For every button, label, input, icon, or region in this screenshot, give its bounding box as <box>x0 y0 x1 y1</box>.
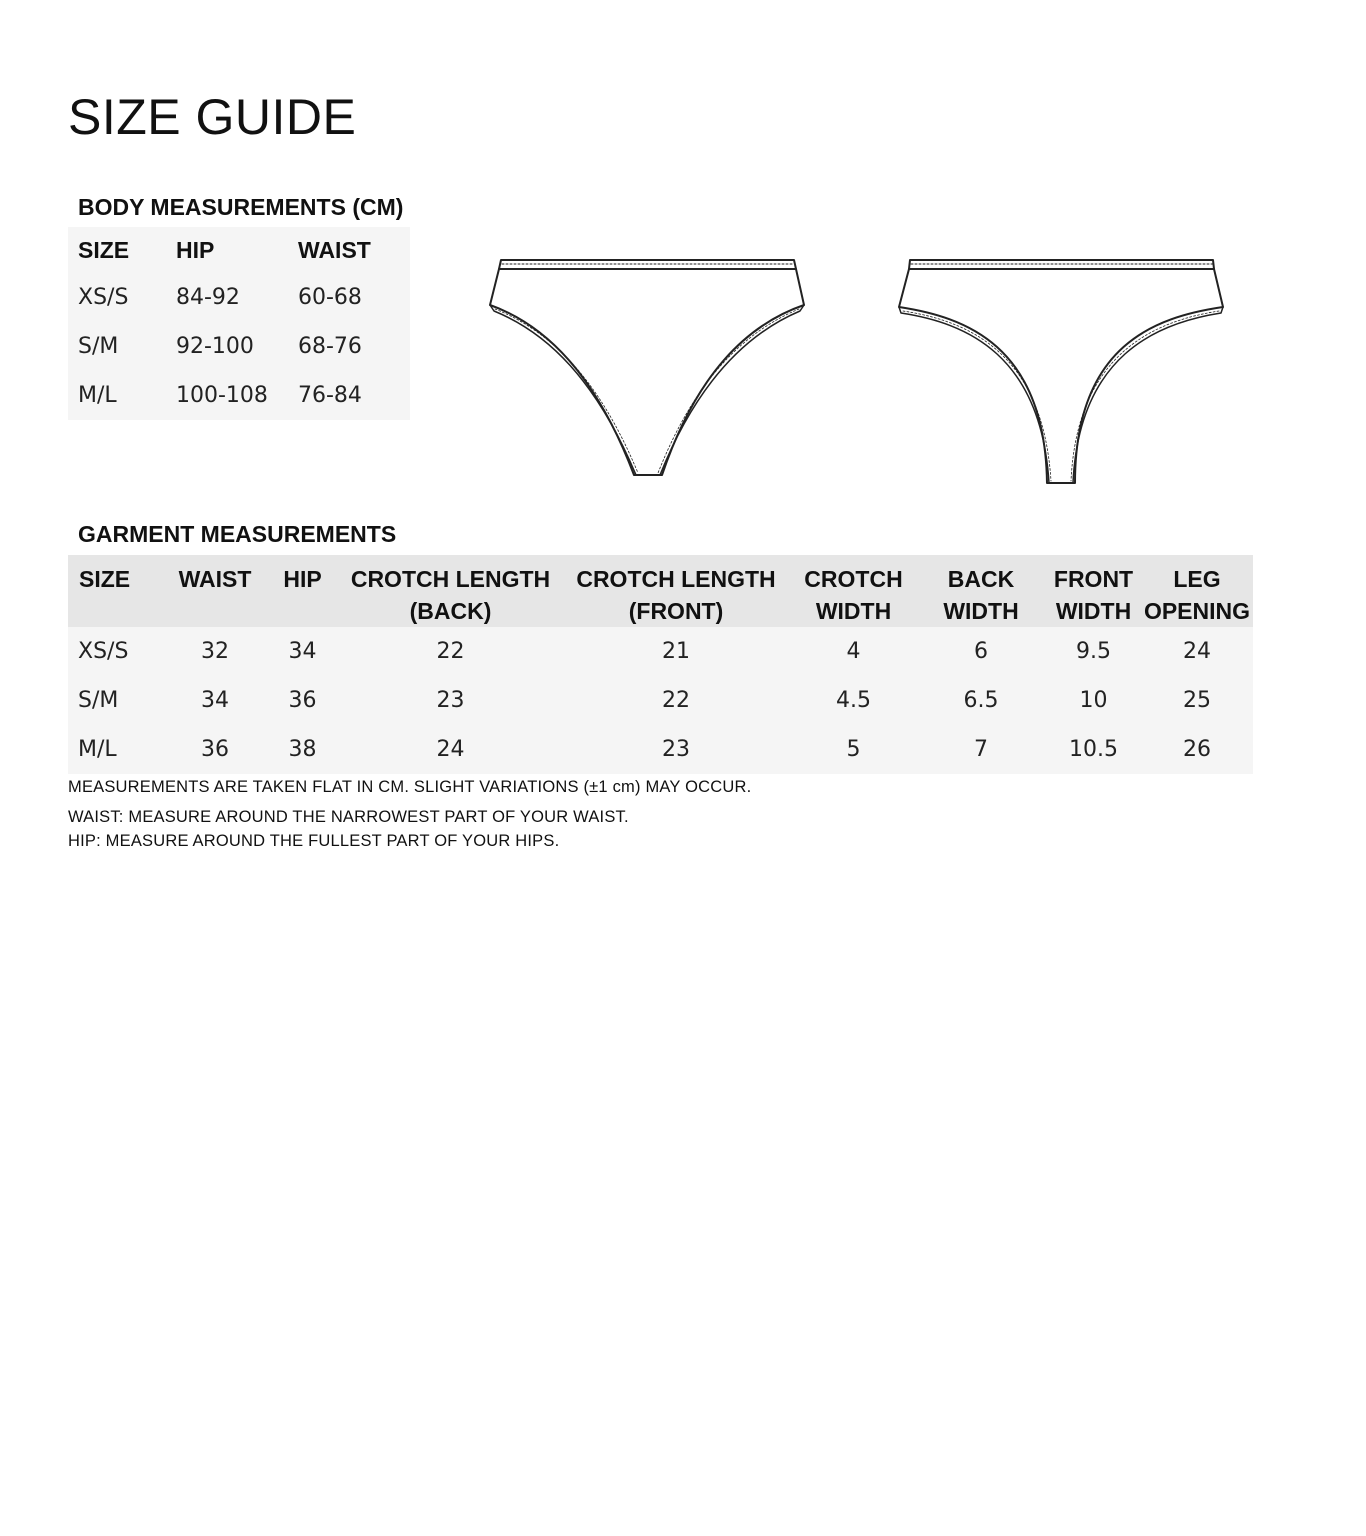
table-cell: 22 <box>436 639 465 664</box>
table-cell: 25 <box>1183 688 1211 713</box>
table-header-row <box>68 227 410 273</box>
thong-front-view-illustration <box>486 255 808 480</box>
table-cell: M/L <box>78 737 117 762</box>
table-cell: 32 <box>201 639 229 664</box>
column-header: CROTCH LENGTH (FRONT) <box>576 566 776 624</box>
hip-note: HIP: MEASURE AROUND THE FULLEST PART OF YOUR HIPS. <box>68 832 560 850</box>
table-cell: 7 <box>974 737 988 762</box>
table-cell: 68-76 <box>298 334 362 359</box>
table-row <box>68 676 1253 725</box>
table-cell: 24 <box>1183 639 1211 664</box>
table-cell: 9.5 <box>1076 639 1111 664</box>
table-cell: 76-84 <box>298 383 362 408</box>
column-header: SIZE <box>79 566 131 592</box>
table-cell: 6.5 <box>963 688 999 713</box>
table-cell: 6 <box>974 639 988 664</box>
table-cell: 92-100 <box>176 334 254 359</box>
table-cell: 60-68 <box>298 285 362 310</box>
waist-note: WAIST: MEASURE AROUND THE NARROWEST PART OF YOUR WAIST. <box>68 808 629 826</box>
table-row <box>68 627 1253 676</box>
table-cell: 4.5 <box>836 688 871 713</box>
table-cell: 5 <box>846 737 861 762</box>
table-cell: 36 <box>201 737 229 762</box>
table-cell: 24 <box>436 737 465 762</box>
table-cell: 84-92 <box>176 285 240 310</box>
column-header: WAIST <box>298 236 371 263</box>
column-header: CROTCH LENGTH (BACK) <box>350 566 551 624</box>
table-cell: 22 <box>662 688 690 713</box>
table-cell: 23 <box>436 688 465 713</box>
table-cell: 100-108 <box>176 383 268 408</box>
table-row <box>68 322 410 371</box>
table-row <box>68 725 1253 774</box>
column-header: LEG OPENING <box>1143 566 1251 624</box>
page-title: SIZE GUIDE <box>68 89 357 145</box>
table-row <box>68 371 410 420</box>
table-cell: XS/S <box>78 285 129 310</box>
garment-measurements-label: GARMENT MEASUREMENTS <box>78 521 397 547</box>
table-cell: S/M <box>78 688 119 713</box>
column-header: BACK WIDTH <box>943 566 1019 624</box>
column-header: CROTCH WIDTH <box>804 566 903 624</box>
body-measurements-label: BODY MEASUREMENTS (CM) <box>78 194 404 220</box>
thong-back-view-illustration <box>895 255 1227 487</box>
table-cell: 36 <box>288 688 317 713</box>
table-cell: 26 <box>1183 737 1211 762</box>
table-cell: 23 <box>662 737 690 762</box>
table-cell: 10.5 <box>1069 737 1118 762</box>
table-cell: 10 <box>1079 688 1108 713</box>
garment-measurements-table <box>68 555 1253 774</box>
table-cell: 34 <box>288 639 317 664</box>
column-header: FRONT WIDTH <box>1053 566 1134 624</box>
body-measurements-table <box>68 227 410 420</box>
table-cell: XS/S <box>78 639 129 664</box>
table-header-row <box>68 555 1253 627</box>
column-header: SIZE <box>78 236 130 263</box>
table-row <box>68 273 410 322</box>
table-cell: S/M <box>78 334 119 359</box>
table-cell: 21 <box>662 639 690 664</box>
table-cell: M/L <box>78 383 117 408</box>
table-cell: 38 <box>288 737 317 762</box>
measurement-note: MEASUREMENTS ARE TAKEN FLAT IN CM. SLIGHT VARIATIONS (±1 cm) MAY OCCUR. <box>68 778 752 796</box>
column-header: HIP <box>283 566 322 592</box>
column-header: HIP <box>176 236 215 263</box>
table-cell: 4 <box>846 639 861 664</box>
table-cell: 34 <box>201 688 229 713</box>
column-header: WAIST <box>178 566 252 592</box>
